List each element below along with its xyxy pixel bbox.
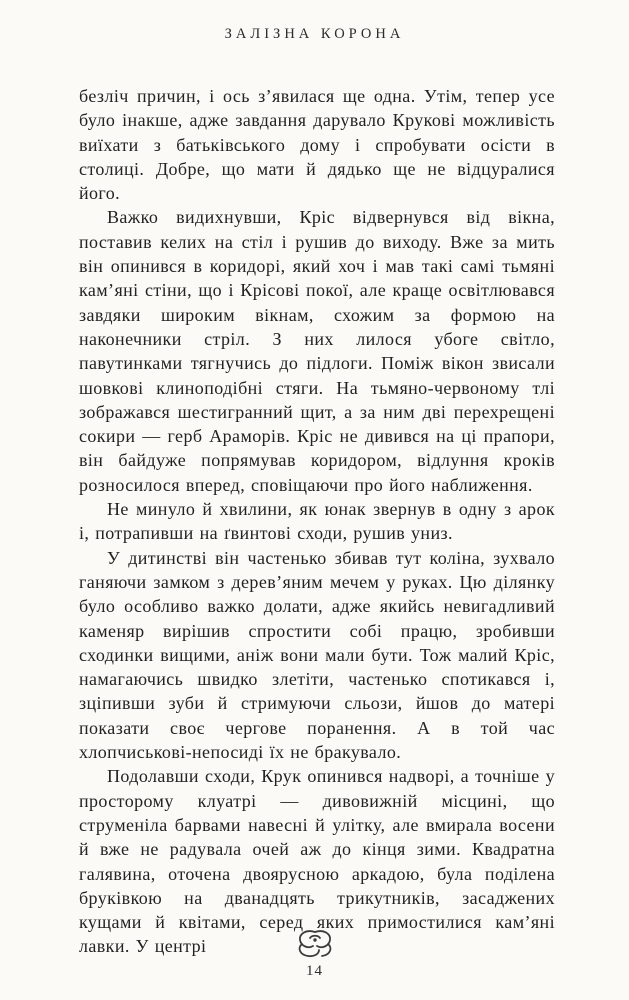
text-block — [79, 84, 555, 959]
paragraph: Важко видихнувши, Кріс відвернувся від вікна, поставив келих на стіл і рушив до виходу. Вже за мить він опинився в коридорі, який хоч і мав такі самі тьмяні кам’яні стіни, що і Крісові покої, але краще освітлювався завдяки широким вікнам, схожим за формою на наконечники стріл. З них лилося убоге світло, павутинками тягнучись до підлоги. Поміж вікон звисали шовкові клиноподібні стяги. На тьмяно-червоному тлі зображався шестигранний щит, а за ним дві перехрещені сокири — герб Араморів. Кріс не дивився на ці прапори, він байдуже попрямував коридором, відлуння кроків розносилося вперед, сповіщаючи про його наближення. — [79, 207, 555, 495]
snake-knot-ornament-icon — [0, 928, 629, 960]
page-number: 14 — [306, 963, 323, 979]
paragraph: безліч причин, і ось з’явилася ще одна. Утім, тепер усе було інакше, адже завдання дарувало Крукові можливість виїхати з батьківського дому і спробувати осісти в столиці. Добре, що мати й дядько ще не відцуралися його. — [79, 86, 555, 204]
paragraph: Подолавши сходи, Крук опинився надворі, а точніше у просторому клуатрі — дивовижній місцині, що струменіла барвами навесні й улітку, але вмирала восени й вже не радувала очей аж до кінця зими. Квадратна галявина, оточена двоярусною аркадою, була поділена бруківкою на дванадцять трикутників, засаджених кущами й квітами, серед яких примостилися кам’яні лавки. У центрі — [79, 766, 555, 957]
paragraph: Не минуло й хвилини, як юнак звернув в одну з арок і, потрапивши на ґвинтові сходи, рушив униз. — [79, 499, 555, 544]
paragraph: У дитинстві він частенько збивав тут коліна, зухвало ганяючи замком з дерев’яним мечем у руках. Цю ділянку було особливо важко долати, адже якийсь невигадливий каменяр вирішив спростити собі працю, зробивши сходинки вищими, аніж вони мали бути. Тож малий Кріс, намагаючись швидко злетіти, частенько спотикався і, зціпивши зуби й стримуючи сльози, йшов до матері показати своє чергове поранення. А в той час хлопчиськові-непосиді їх не бракувало. — [79, 547, 555, 763]
running-head: ЗАЛІЗНА КОРОНА — [224, 26, 405, 42]
